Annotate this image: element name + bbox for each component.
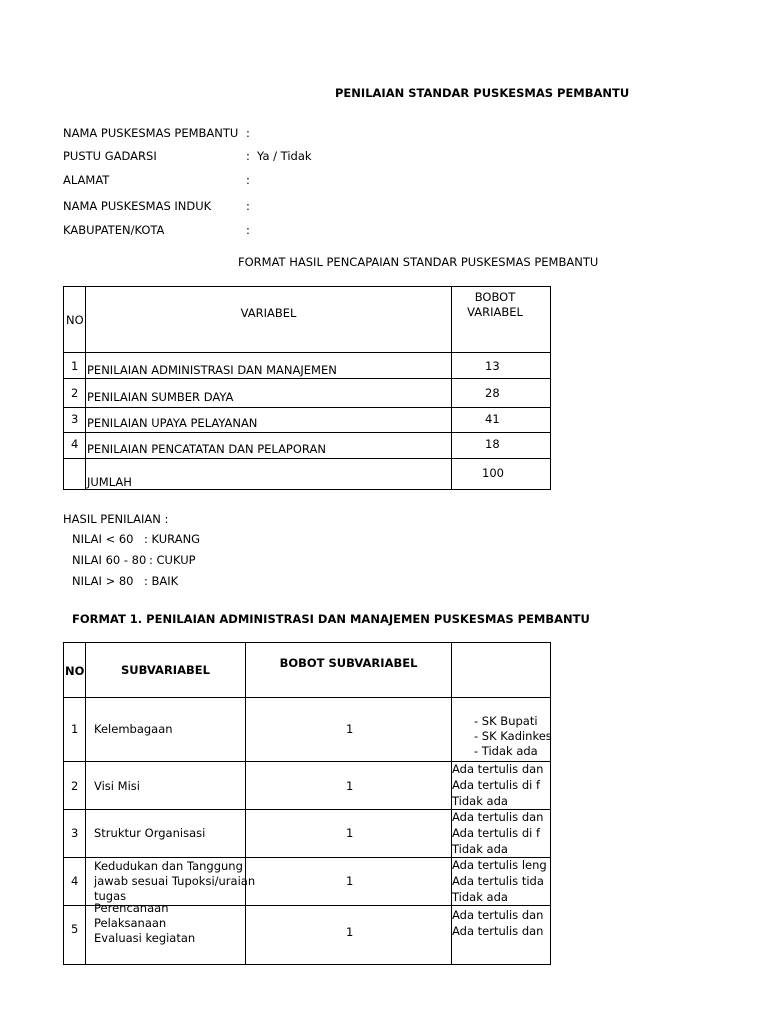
hasil-title: HASIL PENILAIAN : <box>63 512 169 526</box>
kriteria-line: - SK Kadinkes <box>474 729 552 743</box>
identity-sep: : <box>246 199 250 213</box>
header-bobot-subvariabel: BOBOT SUBVARIABEL <box>245 642 452 698</box>
row-subvariabel: Visi Misi <box>94 779 140 793</box>
kriteria-line: Tidak ada <box>452 890 508 904</box>
identity-label: NAMA PUSKESMAS PEMBANTU <box>63 126 239 140</box>
row-no: 3 <box>71 412 79 426</box>
kriteria-line: - SK Bupati <box>474 714 538 728</box>
row-no: 2 <box>71 386 79 400</box>
kriteria-line: Ada tertulis leng <box>452 858 547 872</box>
row-no: 2 <box>71 779 79 793</box>
hasil-result: : CUKUP <box>149 553 196 567</box>
header-bobot: BOBOT VARIABEL <box>451 286 551 353</box>
kriteria-line: Tidak ada <box>452 794 508 808</box>
row-bobot: 1 <box>346 925 354 939</box>
row-kriteria <box>452 761 543 809</box>
total-bobot: 100 <box>482 466 504 480</box>
format-hasil-title: FORMAT HASIL PENCAPAIAN STANDAR PUSKESMAS PEMBANTU <box>238 255 599 269</box>
row-variabel: PENILAIAN PENCATATAN DAN PELAPORAN <box>87 442 326 456</box>
kriteria-line: Ada tertulis di f <box>452 826 541 840</box>
kriteria-line: Tidak ada <box>452 842 508 856</box>
hasil-result: : KURANG <box>144 532 201 546</box>
row-subvariabel: Kelembagaan <box>94 722 173 736</box>
subvariabel-line: Perencanaan <box>94 901 169 915</box>
kriteria-line: Ada tertulis dan <box>452 762 544 776</box>
kriteria-line: Ada tertulis di f <box>452 778 541 792</box>
identity-label: ALAMAT <box>63 173 110 187</box>
kriteria-line: Ada tertulis dan <box>452 810 544 824</box>
identity-label: NAMA PUSKESMAS INDUK <box>63 199 212 213</box>
header-kriteria <box>451 642 551 698</box>
subvariabel-line: tugas <box>94 889 127 903</box>
identity-label: KABUPATEN/KOTA <box>63 223 165 237</box>
row-subvariabel: Struktur Organisasi <box>94 826 206 840</box>
subvariabel-line: Evaluasi kegiatan <box>94 931 196 945</box>
row-no: 1 <box>71 359 79 373</box>
row-bobot: 13 <box>485 359 500 373</box>
hasil-range: NILAI > 80 <box>72 574 134 588</box>
kriteria-line: Ada tertulis dan <box>452 924 544 938</box>
identity-value: Ya / Tidak <box>257 149 312 163</box>
row-subvariabel <box>94 901 195 946</box>
row-no: 4 <box>71 437 79 451</box>
row-no: 1 <box>71 722 79 736</box>
row-variabel: PENILAIAN ADMINISTRASI DAN MANAJEMEN <box>87 363 337 377</box>
row-no: 5 <box>71 922 79 936</box>
identity-sep: : <box>246 173 250 187</box>
identity-sep: : <box>246 126 250 140</box>
kriteria-line: Ada tertulis tida <box>452 874 544 888</box>
kriteria-line: Ada tertulis dan <box>452 908 544 922</box>
subvariabel-line: Pelaksanaan <box>94 916 167 930</box>
subvariabel-line: jawab sesuai Tupoksi/uraian <box>94 874 256 888</box>
row-bobot: 18 <box>485 437 500 451</box>
total-label: JUMLAH <box>87 475 132 489</box>
row-kriteria <box>474 714 552 759</box>
identity-sep: : <box>246 149 250 163</box>
header-variabel: VARIABEL <box>85 286 452 353</box>
row-bobot: 1 <box>346 826 354 840</box>
row-variabel: PENILAIAN UPAYA PELAYANAN <box>87 416 258 430</box>
row-no: 3 <box>71 826 79 840</box>
header-no: NO <box>65 664 85 678</box>
row-subvariabel <box>94 859 255 904</box>
header-subvariabel: SUBVARIABEL <box>85 642 246 698</box>
hasil-result: : BAIK <box>144 574 179 588</box>
row-bobot: 1 <box>346 779 354 793</box>
hasil-range: NILAI 60 - 80 <box>72 553 147 567</box>
page-title: PENILAIAN STANDAR PUSKESMAS PEMBANTU <box>335 86 630 100</box>
kriteria-line: - Tidak ada <box>474 744 538 758</box>
row-kriteria <box>452 907 543 939</box>
row-kriteria <box>452 857 547 905</box>
hasil-range: NILAI < 60 <box>72 532 134 546</box>
row-bobot: 1 <box>346 874 354 888</box>
subvariabel-line: Kedudukan dan Tanggung <box>94 859 243 873</box>
row-no: 4 <box>71 874 79 888</box>
header-no: NO <box>66 313 84 327</box>
row-bobot: 41 <box>485 412 500 426</box>
row-bobot: 28 <box>485 386 500 400</box>
identity-sep: : <box>246 223 250 237</box>
identity-label: PUSTU GADARSI <box>63 149 157 163</box>
row-variabel: PENILAIAN SUMBER DAYA <box>87 390 234 404</box>
row-kriteria <box>452 809 543 857</box>
format1-title: FORMAT 1. PENILAIAN ADMINISTRASI DAN MANAJEMEN PUSKESMAS PEMBANTU <box>72 612 590 626</box>
row-bobot: 1 <box>346 722 354 736</box>
